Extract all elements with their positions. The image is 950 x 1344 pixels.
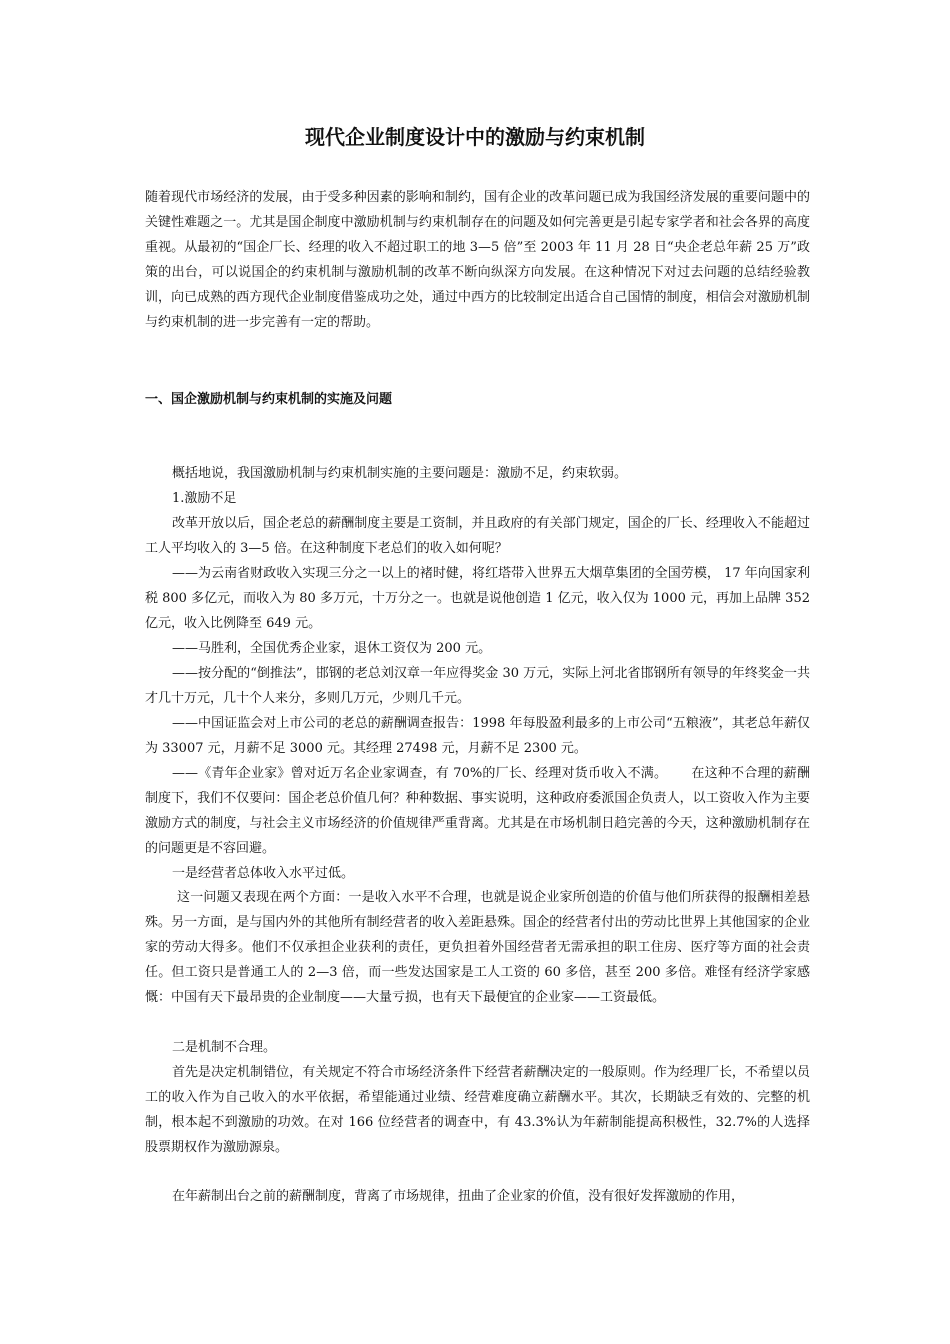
paragraph-8: ——《青年企业家》曾对近万名企业家调查，有 70%的厂长、经理对货币收入不满。 在这种不合理的薪酬制度下，我们不仅要问：国企老总价值几何？种种数据、事实说明，这种政府委派国企负责人，以工资收入作为主要激励方式的制度，与社会主义市场经济的价值规律严重背离。尤其是在市场机制日趋完善的今天，这种激励机制存在的问题更是不容回避。 — [145, 766, 810, 856]
paragraph-4: ——为云南省财政收入实现三分之一以上的褚时健，将红塔带入世界五大烟草集团的全国劳模， 17 年向国家利税 800 多亿元，而收入为 80 多万元，十万分之一。也就是说他创造 1 亿元，收入仅为 1000 元，再加上品牌 352 亿元，收入比例降至 649 元。 — [145, 566, 810, 631]
paragraph-11: 二是机制不合理。 — [172, 1040, 277, 1055]
paragraph-10: 这一问题又表现在两个方面：一是收入水平不合理，也就是说企业家所创造的价值与他们所获得的报酬相差悬殊。另一方面，是与国内外的其他所有制经营者的收入差距悬殊。国企的经营者付出的劳动比世界上其他国家的企业家的劳动大得多。他们不仅承担企业获利的责任，更负担着外国经营者无需承担的职工住房、医疗等方面的社会责任。但工资只是普通工人的 2—3 倍，而一些发达国家是工人工资的 60 多倍，甚至 200 多倍。难怪有经济学家感慨：中国有天下最昂贵的企业制度——大量亏损，也有天下最便宜的企业家——工资最低。 — [145, 890, 810, 1005]
paragraph-5: ——马胜利，全国优秀企业家，退休工资仅为 200 元。 — [172, 641, 492, 656]
document-title: 现代企业制度设计中的激励与约束机制 — [305, 125, 645, 149]
paragraph-6: ——按分配的“倒推法”，邯钢的老总刘汉章一年应得奖金 30 万元，实际上河北省邯钢所有领导的年终奖金一共才几十万元，几十个人来分，多则几万元，少则几千元。 — [145, 666, 810, 706]
paragraph-2: 1.激励不足 — [172, 491, 237, 506]
paragraph-13: 在年薪制出台之前的薪酬制度，背离了市场规律，扭曲了企业家的价值，没有很好发挥激励的作用， — [172, 1189, 745, 1204]
section-heading: 一、国企激励机制与约束机制的实施及问题 — [145, 392, 393, 407]
paragraph-1: 概括地说，我国激励机制与约束机制实施的主要问题是：激励不足，约束软弱。 — [172, 466, 628, 481]
intro-paragraph: 随着现代市场经济的发展，由于受多种因素的影响和制约，国有企业的改革问题已成为我国经济发展的重要问题中的关键性难题之一。尤其是国企制度中激励机制与约束机制存在的问题及如何完善更是引起专家学者和社会各界的高度重视。从最初的“国企厂长、经理的收入不超过职工的地 3—5 倍”至 2003 年 11 月 28 日“央企老总年薪 25 万”政策的出台，可以说国企的约束机制与激励机制的改革不断向纵深方向发展。在这种情况下对过去问题的总结经验教训，向已成熟的西方现代企业制度借鉴成功之处，通过中西方的比较制定出适合自己国情的制度，相信会对激励机制与约束机制的进一步完善有一定的帮助。 — [145, 190, 810, 330]
paragraph-9: 一是经营者总体收入水平过低。 — [172, 866, 355, 881]
paragraph-12: 首先是决定机制错位，有关规定不符合市场经济条件下经营者薪酬决定的一般原则。作为经理厂长，不希望以员工的收入作为自己收入的水平依据，希望能通过业绩、经营难度确立薪酬水平。其次，长期缺乏有效的、完整的机制，根本起不到激励的功效。在对 166 位经营者的调查中，有 43.3%认为年薪制能提高积极性，32.7%的人选择股票期权作为激励源泉。 — [145, 1065, 810, 1155]
paragraph-3: 改革开放以后，国企老总的薪酬制度主要是工资制，并且政府的有关部门规定，国企的厂长、经理收入不能超过工人平均收入的 3—5 倍。在这种制度下老总们的收入如何呢？ — [145, 516, 810, 556]
paragraph-7: ——中国证监会对上市公司的老总的薪酬调查报告：1998 年每股盈利最多的上市公司“五粮液”，其老总年薪仅为 33007 元，月薪不足 3000 元。其经理 27498 元，月薪不足 2300 元。 — [145, 716, 810, 756]
